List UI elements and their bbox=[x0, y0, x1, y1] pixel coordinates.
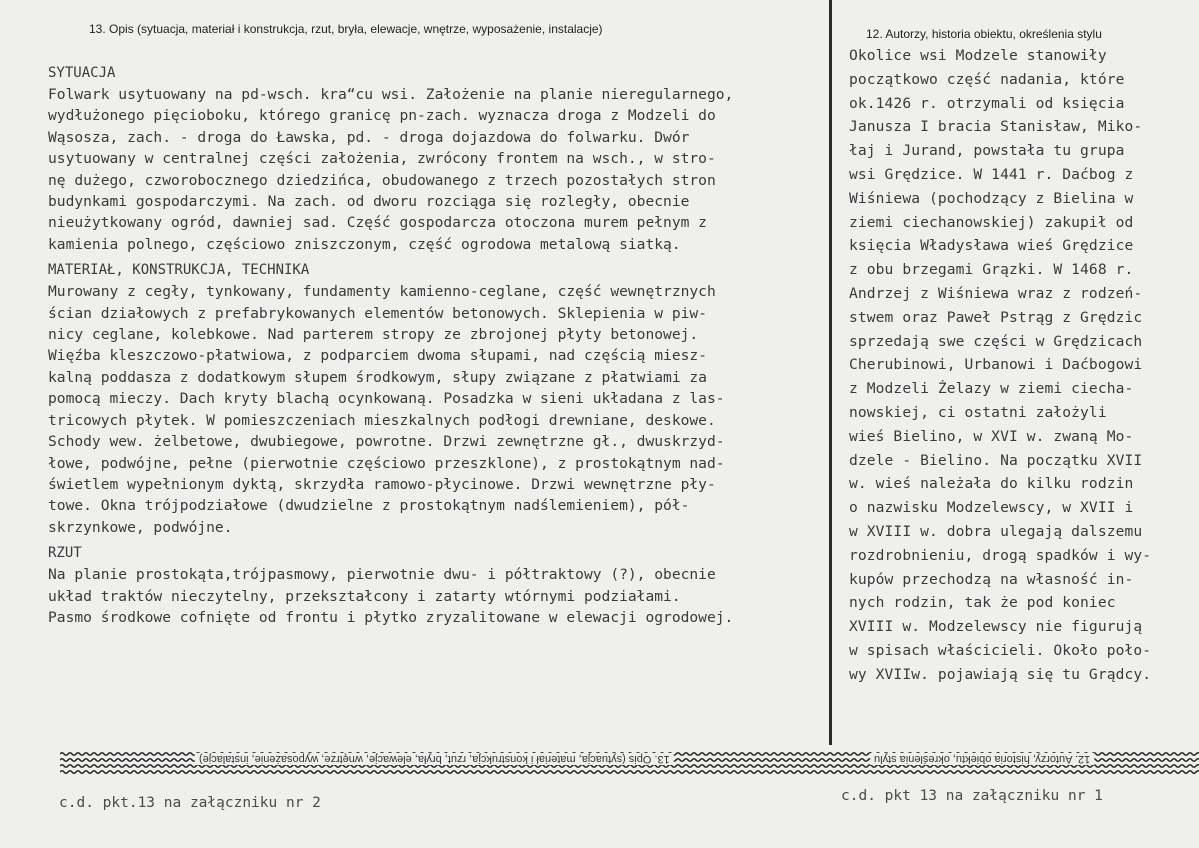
history-line: rozdrobnieniu, drogą spadków i wy- bbox=[849, 546, 1152, 564]
history-line: stwem oraz Paweł Pstrąg z Grędzic bbox=[849, 308, 1143, 326]
description-line: ścian działowych z prefabrykowanych elementów betonowych. Sklepienia w piw- bbox=[48, 304, 707, 322]
description-line: nieużytkowany ogród, dawniej sad. Część gospodarcza otoczona murem pełnym z bbox=[48, 214, 707, 232]
description-line: pomocą mieczy. Dach kryty blachą ocynkowaną. Posadzka w sieni układana z las- bbox=[48, 390, 725, 408]
description-line: wydłużonego pięcioboku, którego granicę pn-zach. wyznacza droga z Modzeli do bbox=[48, 107, 716, 125]
history-line: Wiśniewa (pochodzący z Bielina w bbox=[849, 189, 1134, 207]
description-line: Folwark usytuowany na pd-wsch. kra“cu wsi. Założenie na planie nieregularnego, bbox=[48, 86, 734, 103]
left-column-header: 13. Opis (sytuacja, materiał i konstrukcja, rzut, bryła, elewacje, wnętrze, wyposażenie, instalacje) bbox=[89, 22, 603, 36]
history-line: Okolice wsi Modzele stanowiły bbox=[849, 47, 1107, 64]
description-line: usytuowany w centralnej części założenia, zwrócony frontem na wsch., w stro- bbox=[48, 150, 716, 168]
right-column-header: 12. Autorzy, historia obiektu, określenia stylu bbox=[866, 27, 1102, 41]
description-line: kalną poddasza z dodatkowym słupem środkowym, słupy związane z płatwiami za bbox=[48, 368, 707, 386]
history-line: Cherubinowi, Urbanowi i Daćbogowi bbox=[849, 356, 1143, 374]
section-heading: RZUT bbox=[48, 545, 82, 562]
history-line: w. wieś należała do kilku rodzin bbox=[849, 475, 1134, 493]
history-line: Andrzej z Wiśniewa wraz z rodzeń- bbox=[849, 284, 1143, 302]
description-line: nicy ceglane, kolebkowe. Nad parterem stropy ze zbrojonej płyty betonowej. bbox=[48, 326, 699, 344]
history-line: księcia Władysława wieś Grędzice bbox=[849, 237, 1134, 255]
history-line: w XVIII w. dobra ulegają dalszemu bbox=[849, 522, 1143, 540]
history-line: ziemi ciechanowskiej) zakupił od bbox=[849, 213, 1134, 231]
description-line: świetlem wypełnionym dyktą, skrzydła ramowo-płycinowe. Drzwi wewnętrzne pły- bbox=[48, 475, 716, 493]
history-line: z Modzeli Żelazy w ziemi ciecha- bbox=[849, 380, 1134, 398]
history-line: w spisach właścicieli. Około poło- bbox=[849, 641, 1152, 659]
section-heading: MATERIAŁ, KONSTRUKCJA, TECHNIKA bbox=[48, 262, 310, 279]
wave-line bbox=[60, 765, 1199, 768]
description-line: nę dużego, czworobocznego dziedzińca, obudowanego z trzech pozostałych stron bbox=[48, 171, 716, 189]
description-line: tricowych płytek. W pomieszczeniach mieszkalnych podłogi drewniane, deskowe. bbox=[48, 411, 716, 429]
mirrored-left-header: 13. Opis (sytuacja, materiał i konstrukcja, rzut, bryła, elewacje, wnętrze, wyposażenie, instalacje) bbox=[195, 753, 674, 765]
history-line: wieś Bielino, w XVI w. zwaną Mo- bbox=[849, 427, 1134, 445]
description-line: Więźba kleszczowo-płatwiowa, z podparciem dwoma słupami, nad częścią miesz- bbox=[48, 347, 707, 365]
wave-line bbox=[60, 771, 1199, 774]
footer-right-note: c.d. pkt 13 na załączniku nr 1 bbox=[841, 788, 1103, 804]
description-line: Wąsosza, zach. - droga do Ławska, pd. - droga dojazdowa do folwarku. Dwór bbox=[48, 128, 690, 146]
history-line: łaj i Jurand, powstała tu grupa bbox=[849, 142, 1125, 160]
history-line: o nazwisku Modzelewscy, w XVII i bbox=[849, 499, 1134, 517]
history-line: z obu brzegami Grązki. W 1468 r. bbox=[849, 261, 1134, 279]
history-line: dzele - Bielino. Na początku XVII bbox=[849, 451, 1143, 469]
description-line: kamienia polnego, częściowo zniszczonym, część ogrodowa metalową siatką. bbox=[48, 235, 681, 253]
history-line: wy XVIIw. pojawiają się tu Grądcy. bbox=[849, 665, 1152, 683]
history-line: wsi Grędzice. W 1441 r. Daćbog z bbox=[849, 165, 1134, 183]
footer-left-note: c.d. pkt.13 na załączniku nr 2 bbox=[59, 795, 321, 811]
history-column bbox=[849, 44, 1199, 687]
history-line: sprzedają swe części w Grędzicach bbox=[849, 332, 1143, 350]
history-line: XVIII w. Modzelewscy nie figurują bbox=[849, 618, 1143, 636]
history-line: kupów przechodzą na własność in- bbox=[849, 570, 1134, 588]
history-line: ok.1426 r. otrzymali od księcia bbox=[849, 94, 1125, 112]
description-line: układ traktów nieczytelny, przekształcony i zatarty wtórnymi podziałami. bbox=[48, 587, 681, 605]
history-line: nowskiej, ci ostatni założyli bbox=[849, 403, 1107, 421]
description-column bbox=[48, 62, 838, 628]
mirrored-right-header: 12. Autorzy, historia obiektu, określenia stylu bbox=[870, 753, 1094, 765]
description-line: skrzynkowe, podwójne. bbox=[48, 518, 233, 536]
description-line: Na planie prostokąta,trójpasmowy, pierwotnie dwu- i półtraktowy (?), obecnie bbox=[48, 566, 716, 584]
description-line: Pasmo środkowe cofnięte od frontu i płytko zryzalitowane w elewacji ogrodowej. bbox=[48, 608, 734, 626]
history-line: Janusza I bracia Stanisław, Miko- bbox=[849, 118, 1143, 136]
description-line: budynkami gospodarczymi. Na zach. od dworu rozciąga się rozległy, obecnie bbox=[48, 193, 690, 211]
history-line: nych rodzin, tak że pod koniec bbox=[849, 594, 1116, 612]
history-line: początkowo część nadania, które bbox=[849, 70, 1125, 88]
description-line: Schody wew. żelbetowe, dwubiegowe, powrotne. Drzwi zewnętrzne gł., dwuskrzyd- bbox=[48, 433, 725, 451]
description-line: towe. Okna trójpodziałowe (dwudzielne z prostokątnym nadślemieniem), pół- bbox=[48, 497, 690, 515]
section-heading: SYTUACJA bbox=[48, 65, 116, 81]
description-line: Murowany z cegły, tynkowany, fundamenty kamienno-ceglane, część wewnętrznych bbox=[48, 283, 716, 301]
description-line: łowe, podwójne, pełne (pierwotnie częściowo przeszklone), z prostokątnym nad- bbox=[48, 454, 725, 472]
